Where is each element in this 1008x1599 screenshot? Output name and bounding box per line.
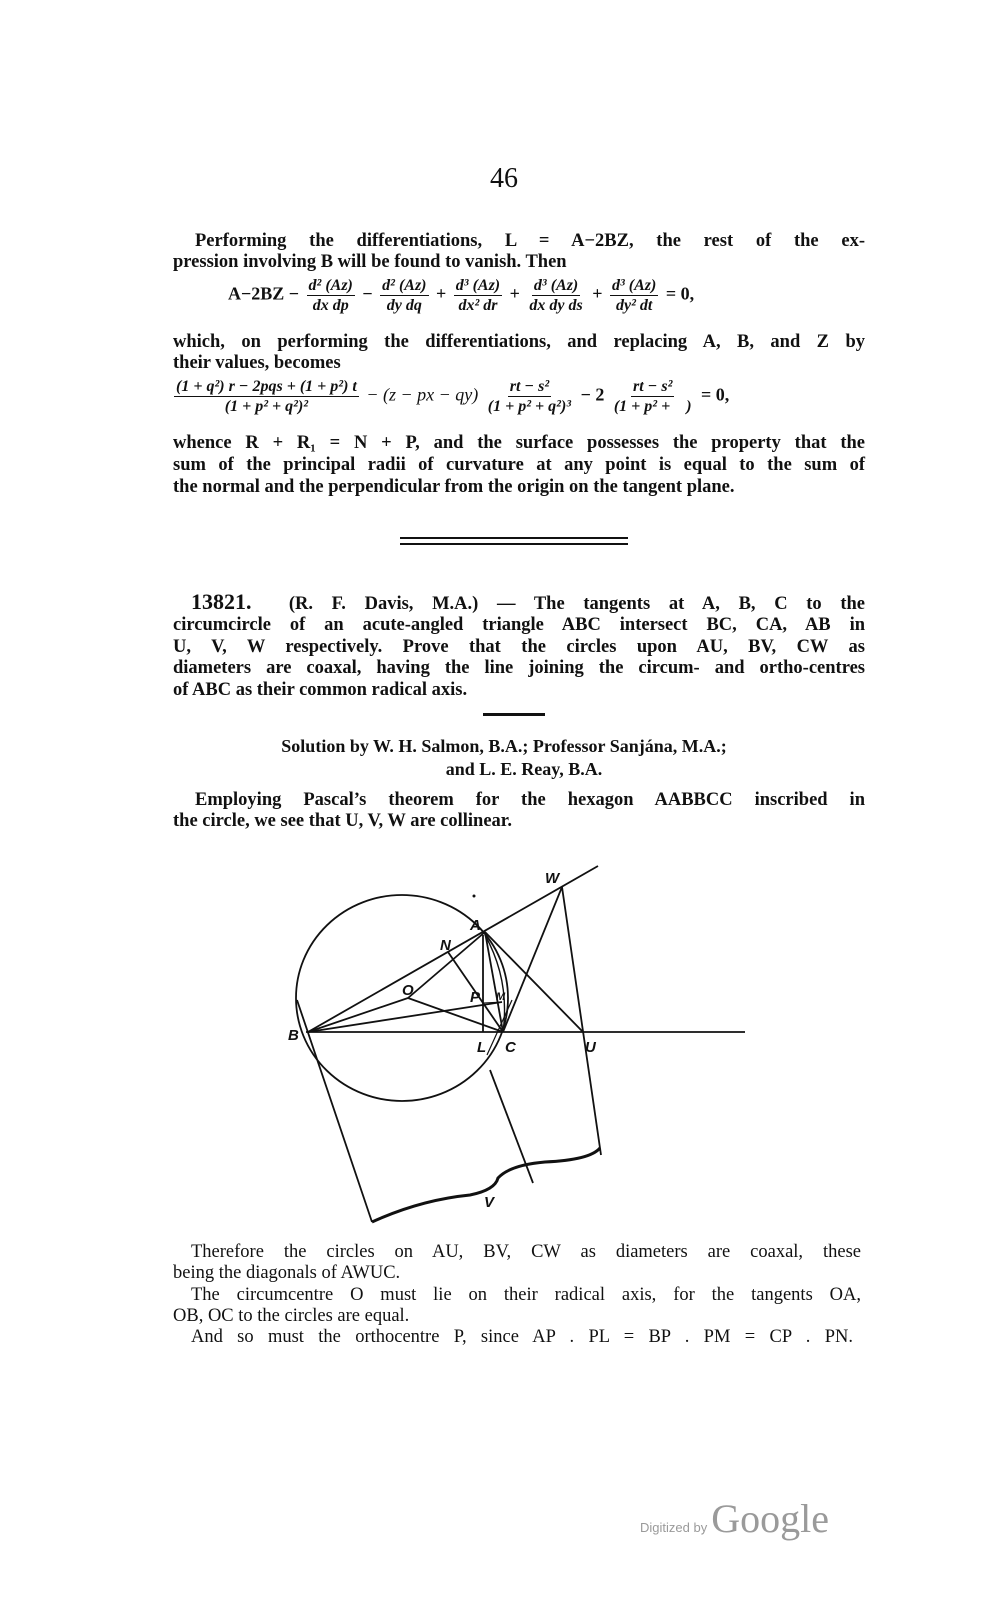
denominator: dx² dr bbox=[458, 297, 498, 314]
problem-line: diameters are coaxal, having the line joining the circum- and ortho-centres bbox=[173, 658, 865, 678]
paragraph-line: the normal and the perpendicular from the origin on the tangent plane. bbox=[173, 477, 735, 497]
operator: − bbox=[362, 283, 373, 304]
numerator: rt − s² bbox=[509, 378, 550, 395]
label-m: M bbox=[496, 991, 506, 1003]
operator: − (z − px − qy) bbox=[366, 384, 479, 405]
numerator: d³ (Az) bbox=[533, 277, 579, 294]
label-o: O bbox=[402, 982, 414, 999]
label-a: A bbox=[470, 917, 481, 934]
conclusion-line: Therefore the circles on AU, BV, CW as diameters are coaxal, these bbox=[191, 1242, 861, 1262]
denominator: dy² dt bbox=[616, 297, 653, 314]
numerator: d² (Az) bbox=[382, 277, 427, 294]
denominator: dx dy ds bbox=[529, 297, 583, 314]
page-number: 46 bbox=[490, 163, 518, 194]
label-p: P bbox=[470, 989, 481, 1006]
label-v: V bbox=[484, 1194, 495, 1211]
solution-authors: and L. E. Reay, B.A. bbox=[445, 759, 603, 779]
operator: + bbox=[509, 283, 520, 304]
paragraph-line: which, on performing the differentiations, and replacing A, B, and Z by bbox=[173, 332, 865, 352]
operator: = 0, bbox=[701, 384, 730, 405]
denominator: (1 + p² + q²)³ bbox=[487, 398, 572, 415]
denominator: dx dp bbox=[312, 297, 349, 314]
conclusion-line: And so must the orthocentre P, since AP . PL = BP . PM = CP . PN. bbox=[191, 1327, 853, 1347]
problem-text: (R. F. Davis, M.A.) — The tangents at A, B, C to the bbox=[288, 594, 866, 614]
numerator: d³ (Az) bbox=[455, 277, 501, 294]
denominator: dy dq bbox=[386, 297, 422, 314]
operator: − 2 bbox=[580, 384, 605, 405]
label-n: N bbox=[440, 937, 451, 954]
google-logo: Google bbox=[711, 1496, 829, 1541]
label-c: C bbox=[505, 1039, 516, 1056]
numerator: d² (Az) bbox=[308, 277, 353, 294]
problem-line: circumcircle of an acute-angled triangle ABC intersect BC, CA, AB in bbox=[173, 615, 865, 635]
altitude-bm bbox=[308, 1002, 502, 1032]
operator: + bbox=[592, 283, 603, 304]
numerator: (1 + q²) r − 2pqs + (1 + p²) t bbox=[176, 378, 357, 395]
problem-line: of ABC as their common radical axis. bbox=[173, 680, 468, 700]
paragraph-line: Employing Pascal’s theorem for the hexagon AABBCC inscribed in bbox=[195, 790, 865, 810]
denominator: (1 + p² + ) bbox=[613, 398, 692, 415]
tangent-line-a bbox=[308, 866, 598, 1032]
label-b: B bbox=[288, 1027, 299, 1044]
paragraph-line: pression involving B will be found to vanish. Then bbox=[173, 252, 567, 272]
paragraph-line: the circle, we see that U, V, W are collinear. bbox=[173, 811, 512, 831]
digitized-watermark bbox=[640, 1495, 829, 1542]
paragraph-line: Performing the differentiations, L = A−2BZ, the rest of the ex- bbox=[195, 231, 865, 251]
watermark-prefix: Digitized by bbox=[640, 1520, 708, 1535]
label-l: L bbox=[477, 1039, 487, 1056]
tangent-line-b bbox=[297, 1000, 372, 1222]
operator: = 0, bbox=[665, 283, 695, 304]
paragraph-line: whence R + R₁ = N + P, and the surface possesses the property that the bbox=[173, 433, 865, 453]
conclusion-line: OB, OC to the circles are equal. bbox=[173, 1306, 410, 1326]
solution-authors: Solution by W. H. Salmon, B.A.; Professor Sanjána, M.A.; bbox=[281, 736, 727, 756]
problem-number: 13821. bbox=[191, 589, 252, 614]
operator: + bbox=[436, 283, 447, 304]
denominator: (1 + p² + q²)² bbox=[224, 398, 309, 415]
numerator: rt − s² bbox=[632, 378, 673, 395]
paragraph-line: their values, becomes bbox=[173, 353, 341, 373]
numerator: d³ (Az) bbox=[612, 277, 657, 294]
equation-lead: A−2BZ − bbox=[228, 283, 300, 304]
paragraph-line: sum of the principal radii of curvature at any point is equal to the sum of bbox=[173, 455, 865, 475]
conclusion-line: The circumcentre O must lie on their radical axis, for the tangents OA, bbox=[191, 1285, 861, 1305]
label-w: W bbox=[545, 870, 560, 887]
problem-line: U, V, W respectively. Prove that the circles upon AU, BV, CW as bbox=[173, 637, 865, 657]
label-u: U bbox=[585, 1039, 596, 1056]
line-w-u bbox=[562, 887, 601, 1155]
conclusion-line: being the diagonals of AWUC. bbox=[173, 1263, 401, 1283]
